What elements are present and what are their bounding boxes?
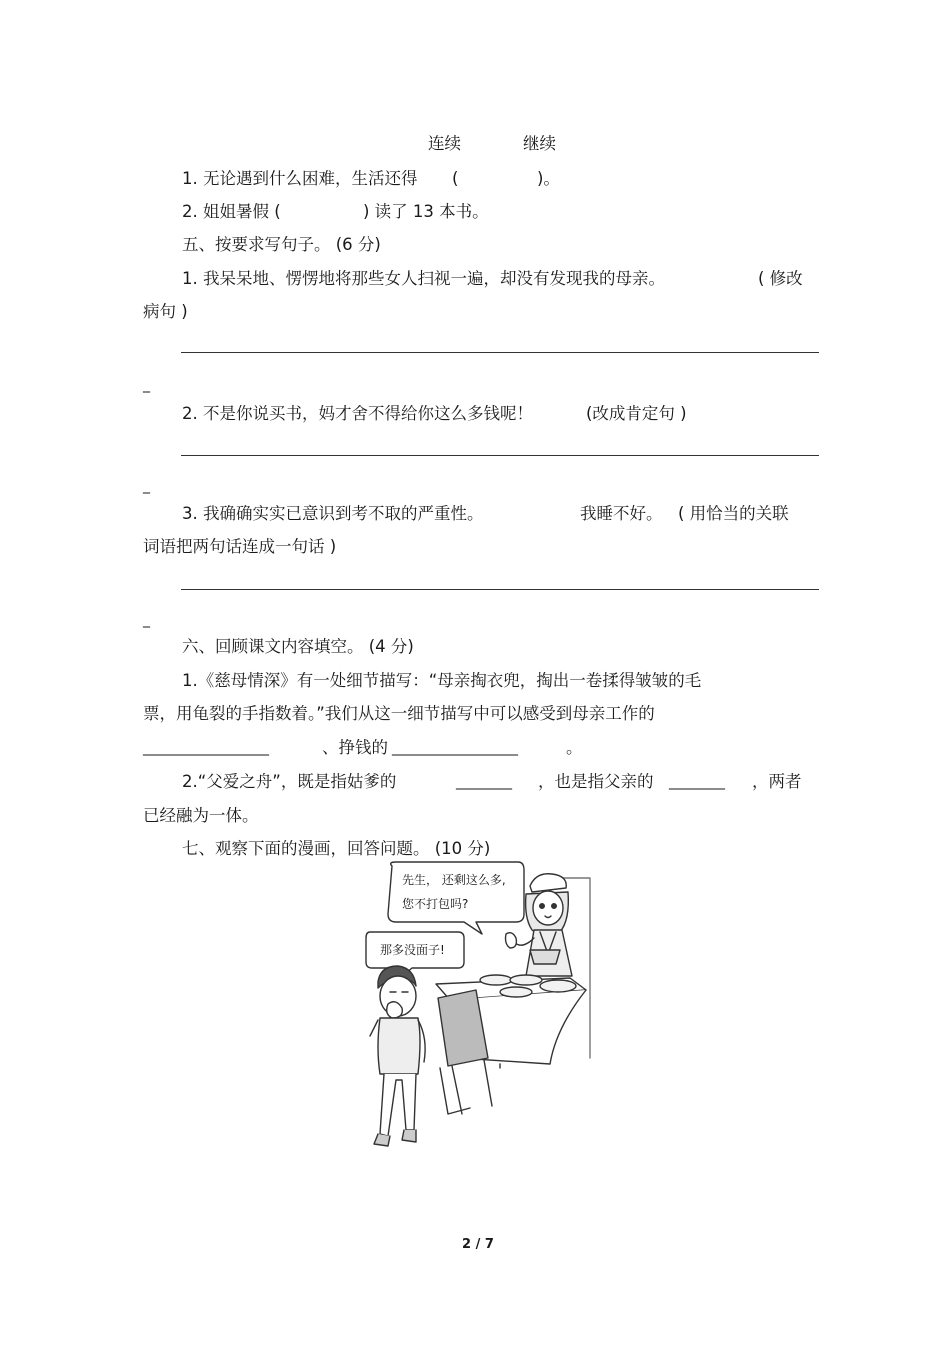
recall-question-2-mid: ，也是指父亲的 — [538, 772, 654, 791]
comic-drawing — [340, 858, 620, 1158]
sentence-question-2: 2. 不是你说买书，妈才舍不得给你这么多钱呢！ — [182, 404, 533, 423]
recall-blank-1[interactable]: __________________ — [143, 740, 269, 756]
recall-blank-4[interactable]: ________ — [669, 774, 725, 790]
sentence-question-3-req-cont: 词语把两句话连成一句话 ) — [143, 537, 337, 556]
sentence-question-1: 1. 我呆呆地、愣愣地将那些女人扫视一遍，却没有发现我的母亲。 — [182, 269, 665, 288]
recall-question-1-line2: 票，用龟裂的手指数着。”我们从这一细节描写中可以感受到母亲工作的 — [143, 704, 655, 723]
fill-blank-close-paren: )。 — [537, 169, 560, 188]
recall-blank-2[interactable]: __________________ — [392, 740, 518, 756]
section-7-title: 七、观察下面的漫画，回答问题。 (10 分) — [182, 839, 491, 858]
recall-question-1-mid: 、挣钱的 — [322, 738, 388, 757]
fill-question-2: 2. 姐姐暑假 ( — [182, 202, 281, 221]
answer-line-3[interactable] — [181, 589, 819, 590]
fill-question-1: 1. 无论遇到什么困难，生活还得 — [182, 169, 418, 188]
recall-question-2: 2.“父爱之舟”，既是指姑爹的 — [182, 772, 397, 791]
answer-line-1-tail: _ — [143, 377, 150, 393]
answer-line-2[interactable] — [181, 455, 819, 456]
man-speech: 那多没面子! — [380, 943, 445, 957]
recall-question-2-end: ，两者 — [752, 772, 802, 791]
sentence-question-2-req: (改成肯定句 ) — [586, 404, 687, 423]
answer-line-1[interactable] — [181, 352, 819, 353]
section-6-title: 六、回顾课文内容填空。 (4 分) — [182, 637, 414, 656]
fill-blank-open-paren: ( — [452, 169, 459, 188]
waitress-speech-line-1: 先生， 还剩这么多, — [402, 873, 506, 887]
word-option-1: 连续 — [428, 134, 461, 153]
sentence-question-3-req: ( 用恰当的关联 — [678, 504, 789, 523]
fill-question-2-suffix: ) 读了 13 本书。 — [363, 202, 489, 221]
recall-question-1-end: 。 — [566, 738, 583, 757]
recall-question-2-line2: 已经融为一体。 — [143, 806, 259, 825]
answer-line-3-tail: _ — [143, 612, 150, 628]
sentence-question-1-req-cont: 病句 ) — [143, 302, 188, 321]
word-option-2: 继续 — [523, 134, 556, 153]
sentence-question-3-part2: 我睡不好。 — [580, 504, 663, 523]
page-number: 2 / 7 — [462, 1237, 494, 1252]
waitress-speech-line-2: 您不打包吗? — [402, 897, 469, 911]
section-5-title: 五、按要求写句子。 (6 分) — [182, 235, 381, 254]
sentence-question-1-req: ( 修改 — [758, 269, 803, 288]
recall-question-1-line1: 1.《慈母情深》有一处细节描写：“母亲掏衣兜，掏出一卷揉得皱皱的毛 — [182, 671, 702, 690]
sentence-question-3: 3. 我确确实实已意识到考不取的严重性。 — [182, 504, 484, 523]
recall-blank-3[interactable]: ________ — [456, 774, 512, 790]
comic-illustration — [340, 858, 620, 1158]
answer-line-2-tail: _ — [143, 478, 150, 494]
